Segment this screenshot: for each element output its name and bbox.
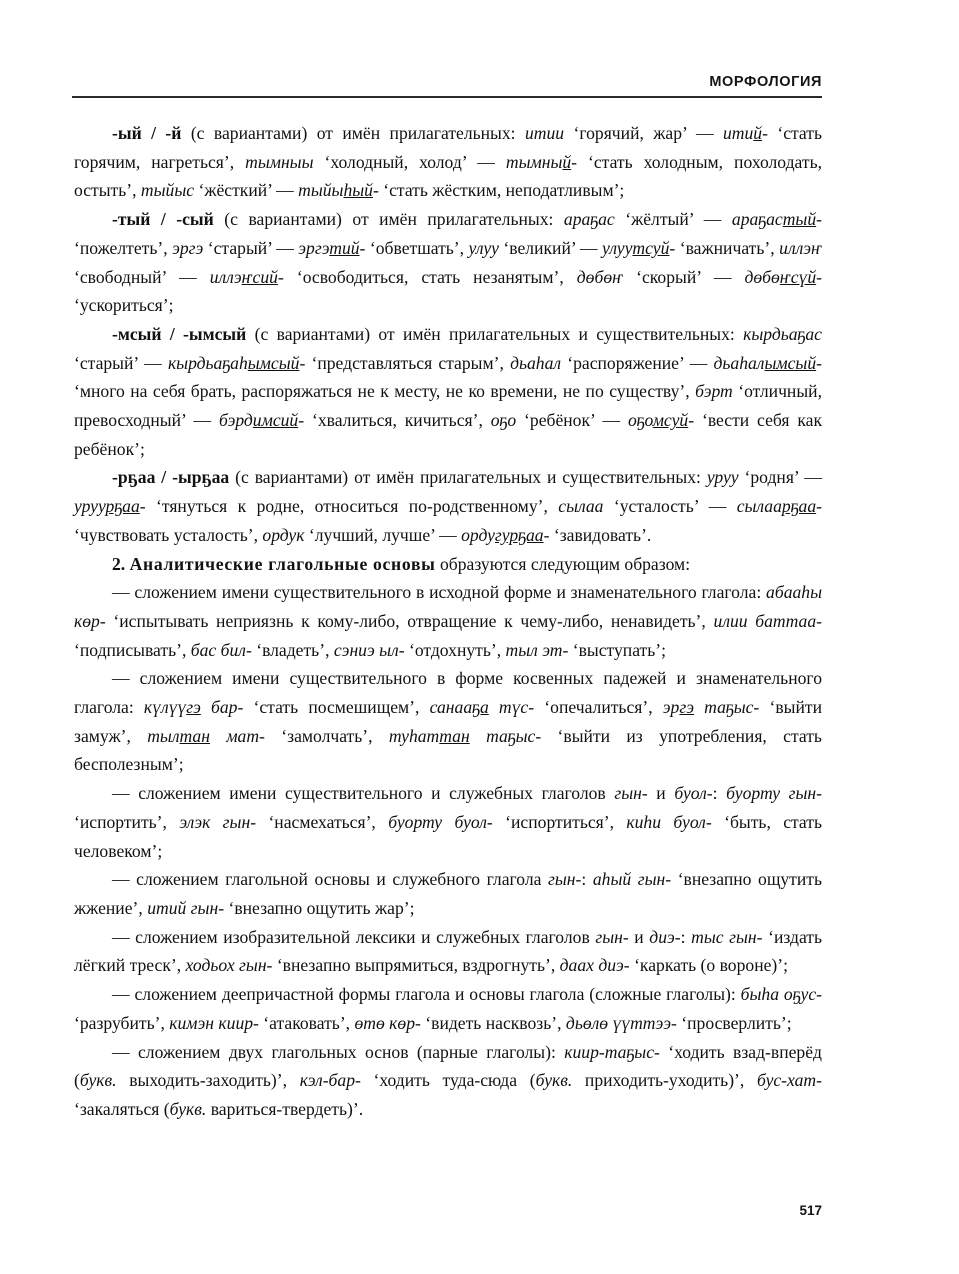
paragraph-dash-7: — сложением двух глагольных основ (парные глаголы): киир-таҕыс- ‘ходить взад-вперёд (букв. выходить-заходить)’, кэл-бар- ‘ходить туда-сюда (букв. приходить-уходить)’, бус-хат- ‘закаляться (букв. вариться-твердеть)’. xyxy=(74,1041,822,1119)
paragraph-dash-3: — сложением имени существительного и служебных глаголов гын- и буол-: буорту гын- ‘испортить’, элэк гын- ‘насмехаться’, буорту буол- ‘испортиться’, киһи буол- ‘быть, стать человеком’; xyxy=(74,783,822,861)
heading-section-2: 2. Аналитические глагольные основы образуются следующим образом: xyxy=(112,553,691,574)
paragraph-dash-6: — сложением деепричастной формы глагола и основы глагола (сложные глаголы): быһа оҕус- ‘разрубить’, кимэн киир- ‘атаковать’, өтө көр- ‘видеть насквозь’, дьөлө үүттээ- ‘просверлить’; xyxy=(74,984,822,1033)
paragraph-dash-4: — сложением глагольной основы и служебного глагола гын-: аһый гын- ‘внезапно ощутить жжение’, итий гын- ‘внезапно ощутить жар’; xyxy=(74,869,822,918)
running-head: МОРФОЛОГИЯ xyxy=(709,74,822,90)
page-number: 517 xyxy=(799,1203,822,1218)
header-rule xyxy=(72,96,822,98)
paragraph-dash-5: — сложением изобразительной лексики и служебных глаголов гын- и диэ-: тыс гын- ‘издать лёгкий треск’, ходьох гын- ‘внезапно выпрямиться, вздрогнуть’, даах диэ- ‘каркать (о вороне)’; xyxy=(74,926,823,976)
paragraph-dash-2: — сложением имени существительного в форме косвенных падежей и знаменательного глагола: күлүүгэ бар- ‘стать посмешищем’, санааҕа түс- ‘опечалиться’, эргэ таҕыс- ‘выйти замуж’, тылтан мат- ‘замолчать’, туһаттан таҕыс- ‘выйти из употребления, стать бесполезным’; xyxy=(74,668,822,775)
paragraph-dash-1: — сложением имени существительного в исходной форме и знаменательного глагола: абааһы көр- ‘испытывать неприязнь к кому-либо, отвращение к чему-либо, ненавидеть’, илии баттаа- ‘подписывать’, бас бил- ‘владеть’, сэниэ ыл- ‘отдохнуть’, тыл эт- ‘выступать’; xyxy=(74,582,823,660)
paragraph-suffix-rgaa: -рҕаа / -ырҕаа (с вариантами) от имён прилагательных и существительных: уруу ‘родня’ — уруурҕаа- ‘тянуться к родне, относиться по-родственному’, сылаа ‘усталость’ — сылаарҕаа- ‘чувствовать усталость’, ордук ‘лучший, лучше’ — ордугурҕаа- ‘завидовать’. xyxy=(74,467,822,545)
paragraph-suffix-yj: -ый / -й (с вариантами) от имён прилагательных: итии ‘горячий, жар’ — итий- ‘стать горячим, нагреться’, тымныы ‘холодный, холод’ — тымный- ‘стать холодным, похолодать, остыть’, тыйыс ‘жёсткий’ — тыйыһый- ‘стать жёстким, неподатливым’; xyxy=(74,123,822,201)
paragraph-suffix-tyj-syj: -тый / -сый (с вариантами) от имён прилагательных: араҕас ‘жёлтый’ — араҕастый- ‘пожелтеть’, эргэ ‘старый’ — эргэтий- ‘обветшать’, улуу ‘великий’ — улуутсуй- ‘важничать’, иллэҥ ‘свободный’ — иллэҥсий- ‘освободиться, стать незанятым’, дөбөҥ ‘скорый’ — дөбөҥсүй- ‘ускориться’; xyxy=(74,209,822,316)
paragraph-suffix-msyj: -мсый / -ымсый (с вариантами) от имён прилагательных и существительных: кырдьаҕас ‘старый’ — кырдьаҕаһымсый- ‘представляться старым’, дьаһал ‘распоряжение’ — дьаһалымсый- ‘много на себя брать, распоряжаться не к месту, не ко времени, не по существу’, бэрт ‘отличный, превосходный’ — бэрдимсий- ‘хвалиться, кичиться’, оҕо ‘ребёнок’ — оҕомсуй- ‘вести себя как ребёнок’; xyxy=(74,323,823,459)
body-text-block xyxy=(74,119,822,1124)
